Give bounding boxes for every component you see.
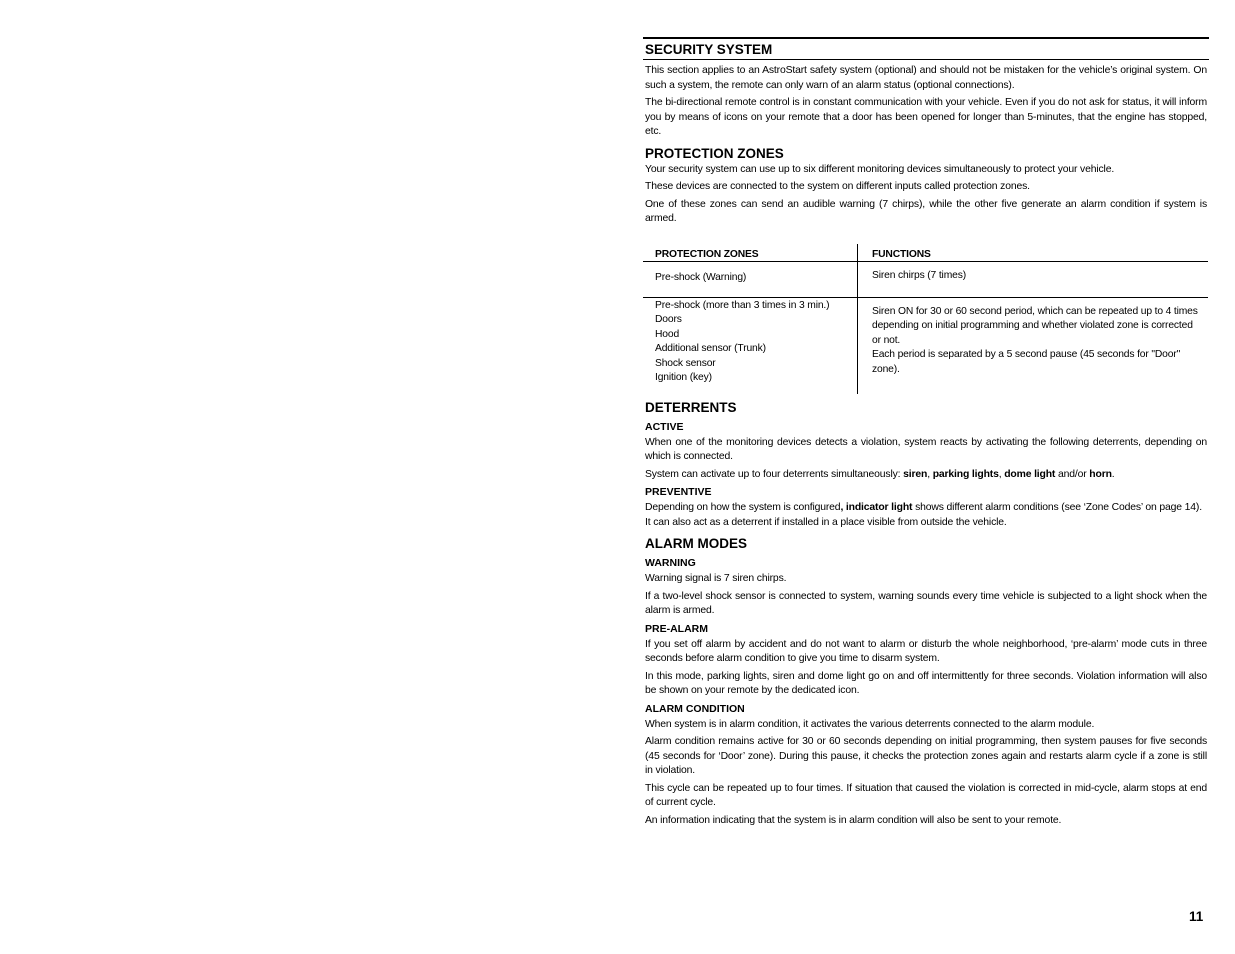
table-header-row [643, 244, 1208, 262]
header-protection-zones: PROTECTION ZONES [643, 244, 858, 262]
section-title-security: SECURITY SYSTEM [643, 42, 1209, 60]
condition-paragraph-3: This cycle can be repeated up to four times. If situation that caused the violation is corrected in mid-cycle, alarm stops at end of current cycle. [645, 782, 1207, 808]
function-cell: Siren chirps (7 times) [858, 261, 1209, 297]
manual-page [643, 37, 1209, 831]
zone-item: Shock sensor [655, 357, 716, 369]
section-title-deterrents: DETERRENTS [645, 399, 737, 415]
protection-zones-table [643, 244, 1208, 394]
zone-item: Doors [655, 314, 682, 325]
function-line: Siren ON for 30 or 60 second period, which can be repeated up to 4 times depending on initial programming and whether violated zone is corrected or not. [872, 305, 1198, 346]
subtitle-preventive: PREVENTIVE [645, 486, 712, 498]
prealarm-paragraph-1: If you set off alarm by accident and do not want to alarm or disturb the whole neighborhood, ‘pre-alarm’ mode cuts in three seconds before alarm condition to give you time to disarm system. [645, 638, 1207, 664]
warning-paragraph-2: If a two-level shock sensor is connected to system, warning sounds every time vehicle is subjected to a light shock when the alarm is armed. [645, 590, 1207, 616]
preventive-paragraph-1: Depending on how the system is configured, indicator light shows different alarm conditions (see ‘Zone Codes’ on page 14). [645, 502, 1202, 513]
subtitle-active: ACTIVE [645, 420, 684, 433]
prealarm-paragraph-2: In this mode, parking lights, siren and dome light go on and off intermittently for three seconds. Violation information will also be shown on your remote by the dedicated icon. [645, 670, 1207, 696]
table-row [643, 261, 1208, 297]
security-paragraph-1: This section applies to an AstroStart safety system (optional) and should not be mistaken for the vehicle’s original system. On such a system, the remote can only warn of an alarm status (optional connections). [645, 65, 1207, 91]
section-title-protection-zones: PROTECTION ZONES [645, 145, 784, 161]
security-paragraph-2: The bi-directional remote control is in constant communication with your vehicle. Even if you do not ask for status, it will inform you by means of icons on your remote that a door has been opened for longer than 5-minutes, that the engine has stopped, etc. [645, 97, 1207, 137]
zone-item: Ignition (key) [655, 372, 712, 383]
top-rule [643, 37, 1209, 39]
subtitle-alarm-condition: ALARM CONDITION [645, 702, 745, 715]
zones-paragraph-3: One of these zones can send an audible warning (7 chirps), while the other five generate an alarm condition if system is armed. [645, 198, 1207, 224]
zone-item: Additional sensor (Trunk) [655, 343, 766, 354]
condition-paragraph-4: An information indicating that the system is in alarm condition will also be sent to your remote. [645, 814, 1062, 826]
preventive-paragraph-2: It can also act as a deterrent if installed in a place visible from outside the vehicle. [645, 516, 1007, 528]
zone-cell [643, 297, 858, 394]
subtitle-pre-alarm: PRE-ALARM [645, 622, 708, 635]
function-cell [858, 297, 1209, 394]
page-number: 11 [1189, 909, 1204, 924]
zone-item: Pre-shock (more than 3 times in 3 min.) [655, 299, 830, 311]
condition-paragraph-1: When system is in alarm condition, it activates the various deterrents connected to the alarm module. [645, 718, 1095, 730]
zone-item: Hood [655, 328, 680, 340]
section-title-alarm-modes: ALARM MODES [645, 536, 747, 551]
subtitle-warning: WARNING [645, 557, 696, 569]
header-functions: FUNCTIONS [858, 244, 1209, 262]
function-line: Each period is separated by a 5 second pause (45 seconds for "Door" zone). [872, 349, 1181, 375]
condition-paragraph-2: Alarm condition remains active for 30 or 60 seconds depending on initial programming, then system pauses for five seconds (45 seconds for ‘Door’ zone). During this pause, it checks the protection zones again and restarts alarm cycle if a zone is still in violation. [645, 736, 1207, 776]
zone-cell: Pre-shock (Warning) [643, 261, 858, 297]
zones-paragraph-1: Your security system can use up to six different monitoring devices simultaneously to protect your vehicle. [645, 163, 1115, 175]
zones-paragraph-2: These devices are connected to the system on different inputs called protection zones. [645, 181, 1030, 192]
table-row [643, 297, 1208, 394]
active-paragraph-1: When one of the monitoring devices detects a violation, system reacts by activating the following deterrents, depending on which is connected. [645, 436, 1207, 462]
active-paragraph-2: System can activate up to four deterrents simultaneously: siren, parking lights, dome light and/or horn. [645, 468, 1115, 480]
warning-paragraph-1: Warning signal is 7 siren chirps. [645, 573, 787, 584]
